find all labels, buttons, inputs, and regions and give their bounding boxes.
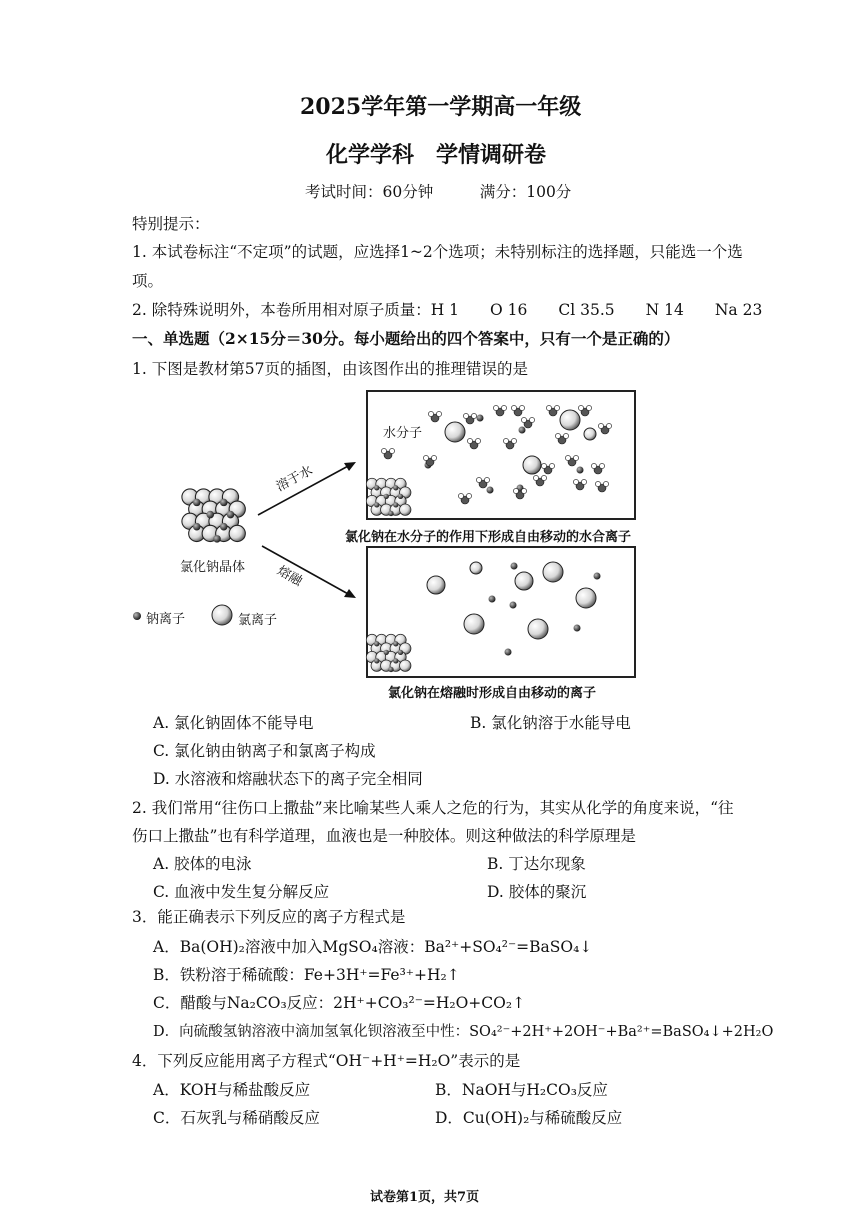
q4-option-b: B．NaOH与H₂CO₃反应 <box>435 1081 608 1099</box>
molten-ions <box>427 562 601 656</box>
note-2: 2. 除特殊说明外，本卷所用相对原子质量：H 1 O 16 Cl 35.5 N 14 Na 23 <box>132 301 763 319</box>
exam-info: 考试时间：60分钟 满分：100分 <box>305 183 572 201</box>
legend-cl-label: 氯离子 <box>238 613 278 628</box>
q4-option-c: C．石灰乳与稀硝酸反应 <box>153 1109 320 1127</box>
exam-subtitle: 化学学科 学情调研卷 <box>326 142 547 168</box>
legend-na-swatch <box>133 612 141 620</box>
legend-na-label: 钠离子 <box>146 612 186 627</box>
caption-dissolved: 氯化钠在水分子的作用下形成自由移动的水合离子 <box>345 530 632 545</box>
q1-option-a: A. 氯化钠固体不能导电 <box>153 714 314 732</box>
question-4-stem: 4．下列反应能用离子方程式“OH⁻+H⁺=H₂O”表示的是 <box>132 1052 521 1070</box>
nacl-crystal-small-bottom <box>366 634 411 672</box>
q4-option-d: D．Cu(OH)₂与稀硫酸反应 <box>435 1109 623 1127</box>
q1-option-c: C. 氯化钠由钠离子和氯离子构成 <box>153 742 376 760</box>
question-2-stem-line-2: 伤口上撒盐”也有科学道理，血液也是一种胶体。则这种做法的科学原理是 <box>132 827 636 845</box>
q2-option-a: A. 胶体的电泳 <box>153 855 252 873</box>
q3-option-d: D．向硫酸氢钠溶液中滴加氢氧化钡溶液至中性：SO₄²⁻+2H⁺+2OH⁻+Ba²⁺=BaSO₄↓+2H₂O <box>153 1024 774 1040</box>
q2-option-d: D. 胶体的聚沉 <box>487 883 587 901</box>
question-2-stem-line-1: 2. 我们常用“往伤口上撒盐”来比喻某些人乘人之危的行为，其实从化学的角度来说，“往 <box>132 799 734 817</box>
caption-molten: 氯化钠在熔融时形成自由移动的离子 <box>388 686 597 701</box>
q2-option-b: B. 丁达尔现象 <box>487 855 586 873</box>
q3-option-c: C．醋酸与Na₂CO₃反应：2H⁺+CO₃²⁻=H₂O+CO₂↑ <box>153 994 526 1012</box>
melt-label: 熔融 <box>274 563 305 590</box>
nacl-crystal-small-top <box>366 478 411 516</box>
question-1-stem: 1. 下图是教材第57页的插图，由该图作出的推理错误的是 <box>132 360 528 378</box>
dissolve-label: 溶于水 <box>273 463 316 495</box>
section-1-heading: 一、单选题（2×15分＝30分。每小题给出的四个答案中，只有一个是正确的） <box>132 329 680 348</box>
q1-option-d: D. 水溶液和熔融状态下的离子完全相同 <box>153 770 423 788</box>
hydrated-ions <box>381 405 611 504</box>
q2-option-c: C. 血液中发生复分解反应 <box>153 883 330 901</box>
page-footer: 试卷第1页，共7页 <box>370 1190 480 1205</box>
nacl-crystal-main <box>182 489 245 543</box>
q3-option-a: A．Ba(OH)₂溶液中加入MgSO₄溶液：Ba²⁺+SO₄²⁻=BaSO₄↓ <box>153 938 593 956</box>
q1-option-b: B. 氯化钠溶于水能导电 <box>470 714 631 732</box>
crystal-label: 氯化钠晶体 <box>180 560 246 575</box>
q3-option-b: B．铁粉溶于稀硫酸：Fe+3H⁺=Fe³⁺+H₂↑ <box>153 966 460 984</box>
exam-title: 2025学年第一学期高一年级 <box>300 94 582 120</box>
question-3-stem: 3．能正确表示下列反应的离子方程式是 <box>132 908 406 926</box>
q4-option-a: A．KOH与稀盐酸反应 <box>153 1081 311 1099</box>
notes-heading: 特别提示： <box>132 215 210 233</box>
note-1-line-2: 项。 <box>132 272 164 290</box>
legend-cl-swatch <box>212 605 232 625</box>
water-molecule-label: 水分子 <box>383 422 422 441</box>
note-1-line-1: 1. 本试卷标注“不定项”的试题，应选择1~2个选项；未特别标注的选择题，只能选一个选 <box>132 243 743 261</box>
